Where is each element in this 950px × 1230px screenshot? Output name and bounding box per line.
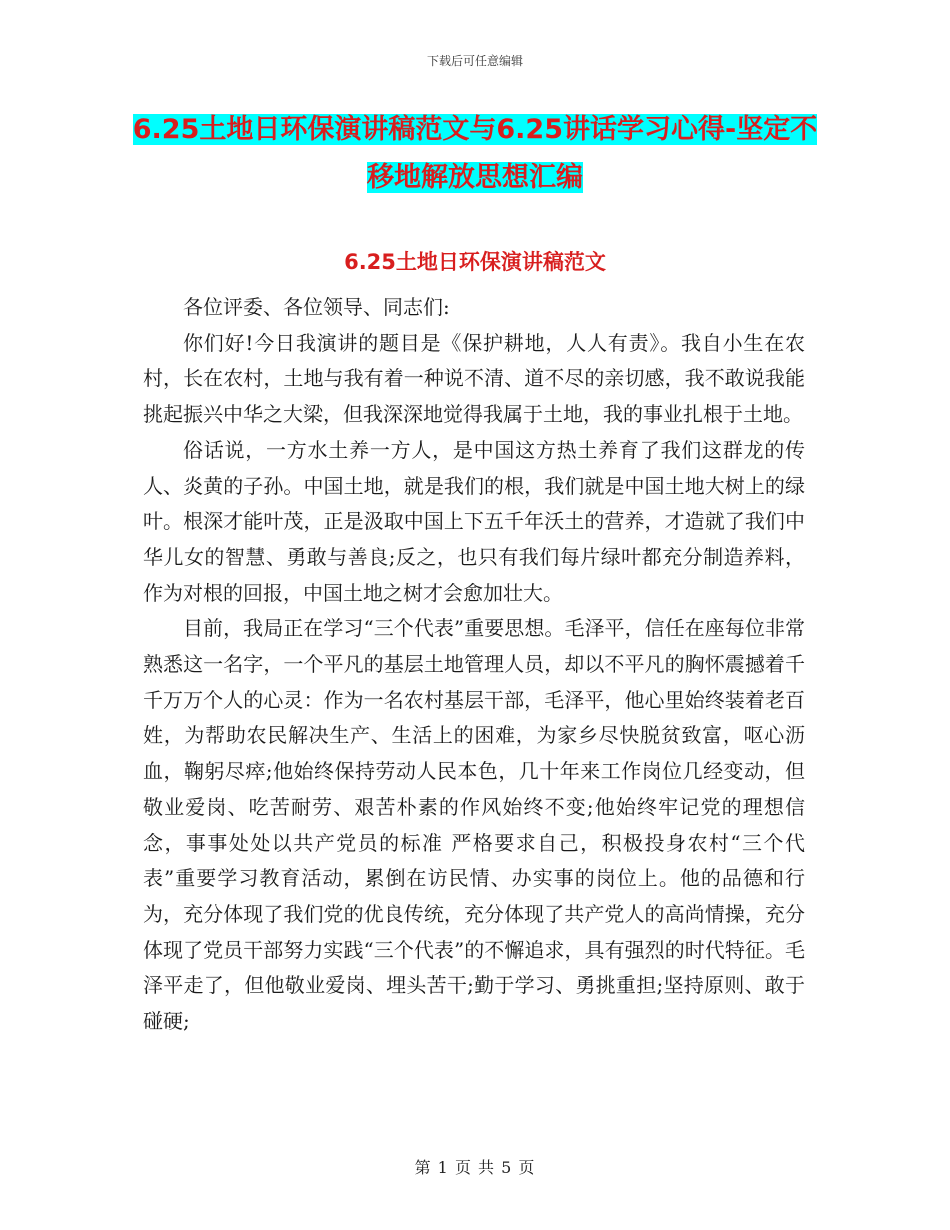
document-title-text: 6.25土地日环保演讲稿范文与6.25讲话学习心得-坚定不移地解放思想汇编 — [132, 114, 818, 193]
paragraph-proverb: 俗话说，一方水土养一方人，是中国这方热土养育了我们这群龙的传人、炎黄的子孙。中国土地，就是我们的根，我们就是中国土地大树上的绿叶。根深才能叶茂，正是汲取中国上下五千年沃土的营养，才造就了我们中华儿女的智慧、勇敢与善良;反之，也只有我们每片绿叶都充分制造养料，作为对根的回报，中国土地之树才会愈加壮大。 — [143, 437, 805, 605]
paragraph-study: 目前，我局正在学习“三个代表”重要思想。毛泽平，信任在座每位非常熟悉这一名字，一个平凡的基层土地管理人员，却以不平凡的胸怀震撼着千千万万个人的心灵：作为一名农村基层干部，毛泽平，他心里始终装着老百姓，为帮助农民解决生产、生活上的困难，为家乡尽快脱贫致富，呕心沥血，鞠躬尽瘁;他始终保持劳动人民本色，几十年来工作岗位几经变动，但敬业爱岗、吃苦耐劳、艰苦朴素的作风始终不变;他始终牢记党的理想信念，事事处处以共产党员的标准 严格要求自己，积极投身农村“三个代表”重要学习教育活动，累倒在访民情、办实事的岗位上。他的品德和行为，充分体现了我们党的优良传统，充分体现了共产党人的高尚情操，充分体现了党员干部努力实践“三个代表”的不懈追求，具有强烈的时代特征。毛泽平走了，但他敬业爱岗、埋头苦干;勤于学习、勇挑重担;坚持原则、敢于碰硬; — [143, 616, 805, 1034]
paragraph-greeting: 你们好!今日我演讲的题目是《保护耕地，人人有责》。我自小生在农村，长在农村，土地与我有着一种说不清、道不尽的亲切感，我不敢说我能挑起振兴中华之大梁，但我深深地觉得我属于土地，我的事业扎根于土地。 — [143, 330, 805, 427]
document-body — [143, 290, 805, 1040]
header-note: 下载后可任意编辑 — [426, 54, 523, 68]
section-title: 6.25土地日环保演讲稿范文 — [344, 250, 606, 274]
document-title — [130, 106, 820, 202]
paragraph-salutation: 各位评委、各位领导、同志们: — [183, 295, 450, 319]
page-footer: 第 1 页 共 5 页 — [414, 1158, 536, 1177]
